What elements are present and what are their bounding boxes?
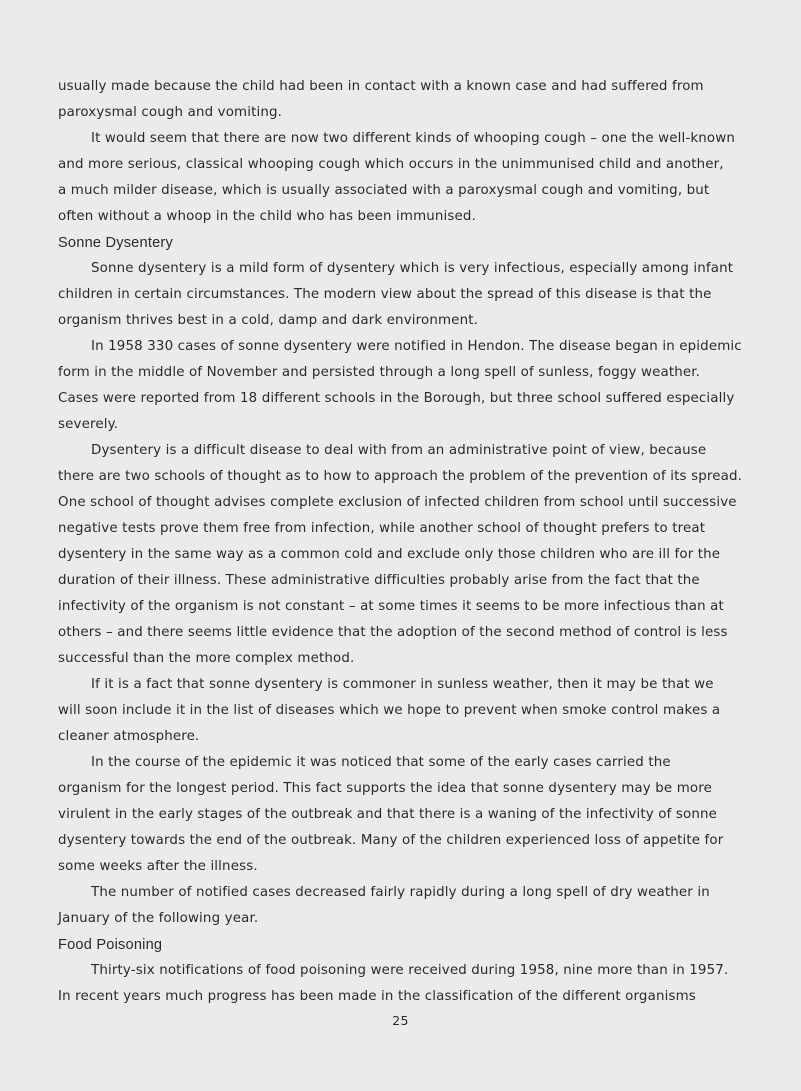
paragraph-start: The number of notified cases decreased fairly rapidly during a long spell of dry weather in bbox=[91, 885, 710, 900]
text-line: often without a whoop in the child who has been immunised. bbox=[58, 209, 476, 224]
paragraph-start: It would seem that there are now two different kinds of whooping cough – one the well-known bbox=[91, 131, 736, 146]
paragraph-start: In 1958 330 cases of sonne dysentery were notified in Hendon. The disease began in epidemic bbox=[91, 339, 742, 354]
text-line: organism for the longest period. This fact supports the idea that sonne dysentery may be more bbox=[58, 781, 712, 796]
text-line: usually made because the child had been in contact with a known case and had suffered from bbox=[58, 79, 704, 94]
paragraph-start: In the course of the epidemic it was noticed that some of the early cases carried the bbox=[91, 755, 671, 770]
text-line: January of the following year. bbox=[58, 911, 259, 926]
text-line: paroxysmal cough and vomiting. bbox=[58, 105, 283, 120]
text-line: some weeks after the illness. bbox=[58, 859, 258, 874]
section-heading-sonne-dysentery: Sonne Dysentery bbox=[58, 235, 173, 251]
text-line: children in certain circumstances. The modern view about the spread of this disease is that the bbox=[58, 287, 712, 302]
text-line: others – and there seems little evidence that the adoption of the second method of control is less bbox=[58, 625, 728, 640]
text-line: In recent years much progress has been made in the classification of the different organisms bbox=[58, 989, 696, 1004]
text-line: cleaner atmosphere. bbox=[58, 729, 200, 744]
text-line: dysentery in the same way as a common cold and exclude only those children who are ill for the bbox=[58, 547, 721, 562]
text-line: there are two schools of thought as to how to approach the problem of the prevention of its spread. bbox=[58, 469, 743, 484]
text-line: successful than the more complex method. bbox=[58, 651, 355, 666]
page-number: 25 bbox=[392, 1013, 409, 1028]
text-line: infectivity of the organism is not constant – at some times it seems to be more infectious than at bbox=[58, 599, 724, 614]
text-line: severely. bbox=[58, 417, 119, 432]
paragraph-start: Thirty-six notifications of food poisoning were received during 1958, nine more than in 1957. bbox=[91, 963, 729, 978]
paragraph-start: Dysentery is a difficult disease to deal with from an administrative point of view, because bbox=[91, 443, 707, 458]
text-line: organism thrives best in a cold, damp and dark environment. bbox=[58, 313, 479, 328]
text-line: will soon include it in the list of diseases which we hope to prevent when smoke control makes a bbox=[58, 703, 721, 718]
text-line: a much milder disease, which is usually associated with a paroxysmal cough and vomiting, but bbox=[58, 183, 710, 198]
text-line: and more serious, classical whooping cough which occurs in the unimmunised child and another, bbox=[58, 157, 724, 172]
paragraph-start: Sonne dysentery is a mild form of dysentery which is very infectious, especially among infant bbox=[91, 261, 734, 276]
text-line: virulent in the early stages of the outbreak and that there is a waning of the infectivity of sonne bbox=[58, 807, 717, 822]
text-line: negative tests prove them free from infection, while another school of thought prefers to treat bbox=[58, 521, 706, 536]
section-heading-food-poisoning: Food Poisoning bbox=[58, 937, 163, 953]
paragraph-start: If it is a fact that sonne dysentery is commoner in sunless weather, then it may be that we bbox=[91, 677, 714, 692]
text-line: duration of their illness. These administrative difficulties probably arise from the fact that the bbox=[58, 573, 700, 588]
text-line: One school of thought advises complete exclusion of infected children from school until successive bbox=[58, 495, 737, 510]
text-line: dysentery towards the end of the outbreak. Many of the children experienced loss of appetite for bbox=[58, 833, 724, 848]
text-line: form in the middle of November and persisted through a long spell of sunless, foggy weather. bbox=[58, 365, 701, 380]
text-line: Cases were reported from 18 different schools in the Borough, but three school suffered especially bbox=[58, 391, 735, 406]
